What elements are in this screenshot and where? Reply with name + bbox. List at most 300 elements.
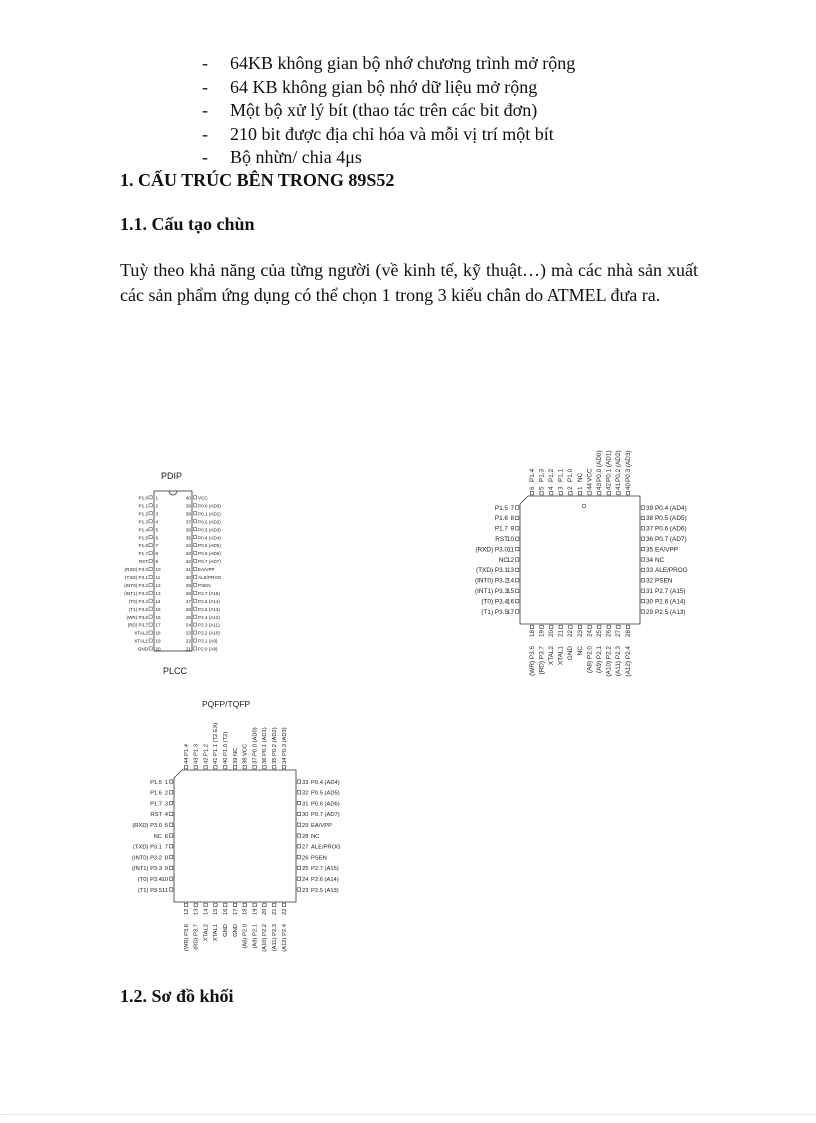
pin-number: 4 (164, 812, 168, 819)
pin-label: P1.1 (138, 503, 148, 509)
pin-label: P1.2 (548, 468, 555, 482)
pin-number: 12 (183, 908, 190, 915)
pin-marker (297, 791, 300, 794)
pin-marker (516, 579, 519, 582)
pin-marker (540, 492, 543, 495)
pin-number: 8 (155, 551, 159, 557)
pin-marker (194, 528, 197, 531)
pin-marker (149, 599, 152, 602)
pin-number: 31 (185, 567, 191, 573)
pin-number: 1 (155, 495, 159, 501)
pin-marker (194, 903, 197, 906)
pin-number: 12 (155, 582, 161, 588)
package-body (174, 770, 296, 902)
pin-label: (A11) P2.3 (272, 924, 278, 952)
list-item (202, 99, 575, 123)
pin-label: P0.3 (AD3) (281, 727, 288, 756)
pin-number: 20 (155, 646, 161, 652)
pin-number: 16 (223, 908, 229, 915)
pin-label: P0.4 (AD4) (198, 535, 221, 541)
pin-label: (INT1) P3.3 (474, 588, 508, 595)
pin-label: (T1) P3.5 (481, 608, 508, 616)
pin-marker (598, 625, 601, 628)
pin-number: 4 (548, 486, 555, 490)
pin-label: VCC (198, 495, 208, 501)
pin-number: 28 (185, 590, 191, 596)
pin-marker (516, 537, 519, 540)
pin-marker (297, 888, 300, 891)
pin-marker (297, 823, 300, 826)
pin-number: 44 (586, 482, 594, 490)
pin-marker (516, 516, 519, 519)
pin-label: P0.2 (AD2) (615, 450, 623, 482)
pin-label: EA/VPP (198, 567, 215, 573)
pin-marker (214, 766, 217, 769)
pin-label: GND (567, 646, 575, 661)
pin-label: P1.4 (528, 468, 536, 482)
pin-number: 10 (161, 877, 168, 883)
pin-number: 25 (596, 629, 603, 637)
pin-label: P1.7 (494, 525, 508, 533)
pin-marker (194, 536, 197, 539)
pin-label: (INT0) P3.2 (132, 855, 162, 862)
pin-number: 21 (557, 629, 565, 637)
pin-label: P0.6 (AD6) (198, 551, 221, 557)
pin-number: 43 (193, 757, 200, 764)
pin-marker (569, 492, 572, 495)
pin-number: 35 (646, 546, 654, 554)
pin-label: P0.0 (AD0) (198, 503, 221, 509)
pin-label: PSEN (655, 577, 673, 585)
pin-label: (TXD) P3.1 (133, 844, 162, 851)
pin-label: P0.7 (AD7) (311, 812, 340, 819)
pin-marker (641, 589, 644, 592)
pin-number: 38 (185, 511, 191, 517)
pin-number: 14 (506, 577, 514, 585)
list-item-text: Một bộ xử lý bít (thao tác trên các bit đơn) (230, 100, 538, 120)
pin-marker (607, 625, 610, 628)
pin-marker (282, 903, 285, 906)
pin-number: 37 (646, 525, 654, 533)
pin-marker (194, 766, 197, 769)
pin-label: P1.3 (193, 744, 200, 756)
intro-paragraph: Tuỳ theo khả năng của từng người (về kinh tế, kỹ thuật…) mà các nhà sản xuất các sản phẩm ứng dụng có thể chọn 1 trong 3 kiểu chân do ATMEL đưa ra. (120, 260, 698, 305)
pin-number: 6 (164, 833, 168, 840)
pin-marker (540, 625, 543, 628)
pin-marker (194, 599, 197, 602)
pin-marker (297, 812, 300, 815)
pin-marker (297, 877, 300, 880)
pin-number: 5 (155, 527, 159, 533)
pin-label: P1.5 (494, 504, 508, 512)
pin-marker (282, 766, 285, 769)
pin-marker (516, 568, 519, 571)
pin-number: 1 (576, 486, 584, 490)
pin-label: P2.2 (A10) (198, 630, 220, 636)
pin-number: 36 (262, 757, 269, 764)
pin-label: (A11) P2.3 (615, 646, 623, 677)
pin-number: 27 (185, 598, 191, 604)
pin-number: 5 (164, 823, 168, 829)
pqfp-pinout-diagram (118, 692, 358, 962)
pin-number: 17 (506, 608, 514, 616)
pin-number: 30 (185, 575, 191, 580)
pin-number: 27 (302, 844, 309, 851)
pin-label: (INT0) P3.2 (474, 577, 508, 585)
pin-marker (253, 903, 256, 906)
pin-label: P0.5 (AD5) (198, 543, 221, 549)
pin-marker (194, 639, 197, 642)
pin-label: (T0) P3.4 (128, 598, 148, 604)
pin-marker (194, 567, 197, 570)
list-item (202, 123, 575, 147)
bullet-marker: - (202, 76, 208, 97)
pin-label: P1.6 (138, 543, 148, 549)
pin-marker (170, 877, 173, 880)
pin-label: VCC (242, 743, 249, 756)
pin-number: 38 (646, 515, 654, 523)
pin-label: (A12) P2.4 (281, 924, 288, 952)
pin-number: 20 (548, 629, 555, 637)
pin-number: 15 (213, 908, 220, 915)
pin-number: 11 (155, 575, 161, 580)
pin-label: (A8) P2.0 (242, 924, 249, 949)
pdip-notch (169, 491, 177, 495)
pin-number: 37 (252, 757, 259, 764)
pin-label: P0.4 (AD4) (311, 779, 340, 786)
pin-number: 23 (576, 629, 584, 637)
pin-label: P2.4 (A12) (198, 614, 220, 620)
pin-number: 16 (155, 614, 161, 620)
pin-number: 29 (185, 582, 191, 588)
pin-label: P1.4 (138, 527, 148, 533)
pin-marker (170, 780, 173, 783)
pin-label: P0.0 (AD0) (252, 727, 259, 756)
pin-label: (WR) P3.6 (528, 646, 536, 676)
section-1-heading: 1. CẤU TRÚC BÊN TRONG 89S52 (120, 170, 395, 190)
pin-number: 17 (155, 622, 161, 628)
pin-number: 40 (624, 482, 632, 490)
pin-marker (194, 551, 197, 554)
pin-number: 21 (272, 908, 278, 915)
pin-label: (TXD) P3.1 (125, 575, 148, 580)
pin-number: 22 (185, 638, 191, 644)
pin-label: P0.5 (AD5) (311, 790, 340, 797)
pin-label: (A12) P2.4 (624, 646, 632, 677)
pin-label: GND (223, 924, 229, 937)
pin-label: P1.6 (150, 790, 162, 797)
pin-marker (588, 492, 591, 495)
pin-marker (617, 492, 620, 495)
pin-marker (149, 567, 152, 570)
pin-number: 11 (507, 546, 514, 554)
pin-marker (149, 512, 152, 515)
pin-marker (273, 766, 276, 769)
pin-label: (TXD) P3.1 (476, 567, 508, 575)
pin-number: 40 (223, 757, 229, 764)
pin-marker (149, 615, 152, 618)
list-item (202, 76, 575, 100)
pin-label: P2.7 (A15) (655, 588, 686, 595)
pin-label: (T0) P3.4 (137, 877, 162, 883)
pin-number: 32 (185, 559, 191, 565)
pin-number: 33 (302, 779, 309, 786)
pin-marker (194, 512, 197, 515)
pin-marker (224, 903, 227, 906)
pin-label: P0.7 (AD7) (198, 559, 221, 565)
pin-label: P1.5 (138, 535, 148, 541)
pin-marker (170, 834, 173, 837)
pin-label: P1.3 (538, 468, 546, 482)
pin-marker (550, 492, 553, 495)
pin-number: 19 (155, 638, 161, 644)
pin-number: 34 (646, 556, 654, 564)
pin-marker (233, 766, 236, 769)
pin-label: (RXD) P3.0 (124, 567, 148, 573)
pin-number: 25 (302, 866, 309, 873)
pin-marker (184, 766, 187, 769)
pin-marker (530, 492, 533, 495)
pin-number: 36 (646, 536, 654, 543)
pin-marker (607, 492, 610, 495)
pin-marker (297, 780, 300, 783)
pin-label: XTAL1 (213, 924, 220, 942)
pin-marker (149, 591, 152, 594)
pin-label: P0.2 (AD2) (272, 727, 278, 756)
pin-label: XTAL2 (203, 924, 210, 942)
pin-label: P1.2 (138, 511, 148, 517)
pin-marker (516, 558, 519, 561)
pin-marker (516, 527, 519, 530)
pin-label: PSEN (198, 582, 211, 588)
pin-number: 20 (262, 908, 269, 915)
pin-marker (170, 791, 173, 794)
pin-number: 5 (538, 486, 546, 490)
pin-marker (194, 559, 197, 562)
pin-number: 23 (185, 630, 191, 636)
pin-number: 35 (272, 757, 278, 764)
pin-label: (RD) P3.7 (193, 924, 200, 950)
pin-number: 9 (510, 525, 514, 533)
pin-number: 42 (203, 757, 210, 764)
package-body (520, 496, 640, 624)
pin-label: P1.5 (150, 779, 162, 786)
pin-marker (641, 516, 644, 519)
pin-marker (516, 589, 519, 592)
pin-label: (A9) P2.1 (252, 924, 259, 949)
pin-label: (A8) P2.0 (586, 646, 594, 673)
pin-label: XTAL2 (548, 646, 555, 666)
pin-number: 18 (528, 629, 536, 637)
pin-label: GND (137, 646, 148, 652)
pin-number: 7 (164, 844, 168, 851)
pin-marker (149, 559, 152, 562)
pin-marker (578, 492, 581, 495)
pin-label: NC (498, 556, 508, 564)
pin-label: P1.3 (138, 519, 148, 525)
pin-label: P1.0 (567, 468, 575, 482)
pin-marker (297, 845, 300, 848)
pin-number: 3 (155, 511, 159, 517)
pin-marker (149, 504, 152, 507)
pin-marker (641, 599, 644, 602)
pin-marker (233, 903, 236, 906)
pin-number: 25 (185, 614, 191, 620)
pin-marker (559, 492, 562, 495)
pin-marker (641, 537, 644, 540)
pin-marker (598, 492, 601, 495)
page-footer-rule (0, 1114, 816, 1115)
pin-number: 42 (605, 482, 613, 490)
pin-label: P1.1 (557, 468, 565, 482)
pin-marker (149, 631, 152, 634)
pin-label: P2.7 (A15) (198, 590, 220, 596)
pin-marker (194, 607, 197, 610)
pin-marker (641, 527, 644, 530)
pin-number: 21 (185, 646, 191, 652)
pin-number: 3 (557, 486, 565, 490)
pin-marker (149, 575, 152, 578)
pin-number: 10 (506, 536, 514, 543)
pin-label: NC (576, 472, 584, 482)
pin-marker (149, 528, 152, 531)
pin-number: 4 (155, 519, 159, 525)
pin-number: 17 (232, 908, 239, 915)
pin-number: 14 (155, 598, 161, 604)
pin-marker (214, 903, 217, 906)
pin-label: P2.3 (A11) (198, 622, 220, 628)
bullet-marker: - (202, 147, 208, 167)
pin-marker (516, 599, 519, 602)
pin-marker (170, 855, 173, 858)
pin-label: XTAL2 (134, 630, 148, 636)
pin-label: P0.6 (AD6) (311, 801, 340, 808)
pin-marker (170, 866, 173, 869)
pin-label: P0.1 (AD1) (262, 727, 269, 756)
pin-label: (RD) P3.7 (127, 622, 148, 628)
pin-label: XTAL1 (134, 638, 148, 644)
pin-label: RST (495, 536, 508, 543)
pin-label: P0.3 (AD3) (198, 527, 221, 533)
list-item (202, 52, 575, 76)
pin-marker (194, 647, 197, 650)
pin-marker (204, 903, 207, 906)
pin-number: 36 (185, 527, 191, 533)
pin-number: 2 (567, 486, 575, 490)
pin-number: 39 (646, 504, 654, 512)
pin-label: (WR) P3.6 (183, 924, 190, 952)
pin-marker (297, 834, 300, 837)
pin-number: 33 (646, 567, 654, 575)
pin-marker (617, 625, 620, 628)
pin-label: (T1) P3.5 (137, 887, 162, 894)
pin-marker (626, 492, 629, 495)
pin-number: 31 (646, 588, 654, 595)
pin-marker (149, 496, 152, 499)
pin-label: P0.7 (AD7) (655, 536, 687, 543)
pin-number: 15 (506, 588, 514, 595)
pin-number: 13 (506, 567, 514, 575)
pin-label: P2.6 (A14) (655, 598, 686, 606)
pin-marker (263, 766, 266, 769)
pin-marker (194, 520, 197, 523)
pin-label: P0.2 (AD2) (198, 519, 221, 525)
pin-marker (194, 496, 197, 499)
pin-label: NC (232, 747, 239, 756)
plcc-title: PLCC (163, 666, 188, 676)
pin-marker (149, 544, 152, 547)
pin-label: (INT0) P3.2 (124, 582, 148, 588)
bullet-marker: - (202, 100, 208, 120)
pin-label: VCC (586, 468, 594, 482)
pin-marker (194, 544, 197, 547)
pin-number: 30 (302, 812, 309, 819)
pin-number: 24 (185, 622, 191, 628)
pin-label: P2.5 (A13) (655, 608, 686, 616)
pin-number: 18 (242, 908, 249, 915)
pin-marker (516, 506, 519, 509)
pin-number: 19 (538, 629, 546, 637)
pin-marker (530, 625, 533, 628)
pin-number: 8 (164, 855, 168, 862)
pin-label: (WR) P3.6 (126, 614, 148, 620)
pin-number: 26 (302, 855, 309, 862)
pin-label: P1.1 (T2 EX) (213, 722, 220, 756)
list-item-text: 64KB không gian bộ nhớ chương trình mở rộng (230, 53, 576, 73)
pin-number: 22 (567, 629, 575, 637)
pin-label: NC (576, 646, 584, 656)
pin-label: ALE/PROG (198, 575, 222, 580)
pin-number: 34 (281, 757, 288, 764)
pin-number: 44 (183, 757, 190, 764)
pin-marker (194, 623, 197, 626)
pin-marker (641, 547, 644, 550)
pin-marker (253, 766, 256, 769)
pin-marker (194, 504, 197, 507)
pin-marker (224, 766, 227, 769)
pin-marker (273, 903, 276, 906)
pin-marker (194, 631, 197, 634)
pin-label: P2.5 (A13) (198, 606, 220, 612)
list-item (202, 146, 575, 170)
pin-label: P0.6 (AD6) (655, 525, 687, 533)
pin-marker (149, 607, 152, 610)
pin-number: 11 (161, 887, 168, 894)
pin-number: 1 (164, 779, 168, 786)
pin-label: ALE/PROG (311, 844, 341, 851)
pin-label: (RXD) P3.0 (132, 823, 162, 829)
section-1-2-heading: 1.2. Sơ đồ khối (120, 986, 234, 1006)
pin-marker (204, 766, 207, 769)
pin-marker (588, 625, 591, 628)
pin-number: 16 (506, 598, 514, 606)
section-1-1-heading: 1.1. Cấu tạo chùn (120, 214, 255, 234)
pin-label: NC (311, 833, 320, 840)
pin-label: P0.1 (AD1) (198, 511, 221, 517)
pin-marker (641, 568, 644, 571)
pin-marker (297, 801, 300, 804)
pin-marker (641, 579, 644, 582)
pin-label: P1.4 (183, 744, 190, 756)
pin-marker (149, 647, 152, 650)
pin-marker (149, 623, 152, 626)
package-title: PQFP/TQFP (202, 699, 251, 709)
pin-label: P2.5 (A13) (311, 887, 339, 894)
pin-label: (A10) P2.2 (262, 924, 269, 952)
pin-marker (149, 639, 152, 642)
pin-number: 27 (615, 629, 623, 637)
pin-label: P2.6 (A14) (311, 877, 339, 883)
